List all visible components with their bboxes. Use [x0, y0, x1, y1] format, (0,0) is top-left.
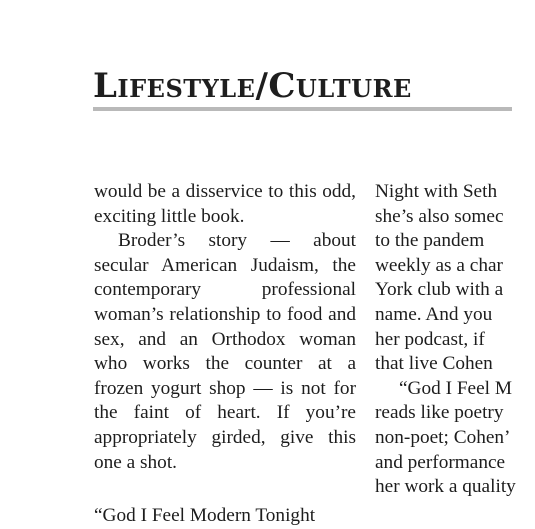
right-line: her work a quality — [375, 476, 516, 498]
right-line: name. And you — [375, 303, 493, 325]
right-line: “God I Feel M — [399, 377, 512, 399]
right-line: York club with a — [375, 279, 504, 301]
right-line: she’s also somec — [375, 205, 504, 227]
right-line: weekly as a char — [375, 254, 503, 276]
paragraph-review: Broder’s story — about secular American Judaism, the contemporary professional woman’s relationship to food and sex, and an Orthodox woman who works the counter at a frozen yogurt shop — is not for the faint of heart. If you’re appropriately girded, give this one a shot. — [94, 230, 356, 473]
section-divider — [93, 107, 512, 111]
right-line: non-poet; Cohen’ — [375, 426, 511, 448]
left-column — [94, 180, 356, 475]
right-column — [375, 180, 535, 500]
section-title: Lifestyle/Culture — [93, 66, 412, 106]
right-line: that live Cohen — [375, 353, 493, 375]
right-line: Night with Seth — [375, 181, 498, 202]
right-line: and performance — [375, 451, 506, 473]
right-line: her podcast, if — [375, 328, 485, 350]
right-line: reads like poetry — [375, 402, 504, 424]
next-paragraph-start: “God I Feel Modern Tonight — [94, 505, 316, 526]
paragraph-continuation: would be a disservice to this odd, exciting little book. — [94, 181, 356, 227]
right-line: to the pandem — [375, 230, 485, 252]
